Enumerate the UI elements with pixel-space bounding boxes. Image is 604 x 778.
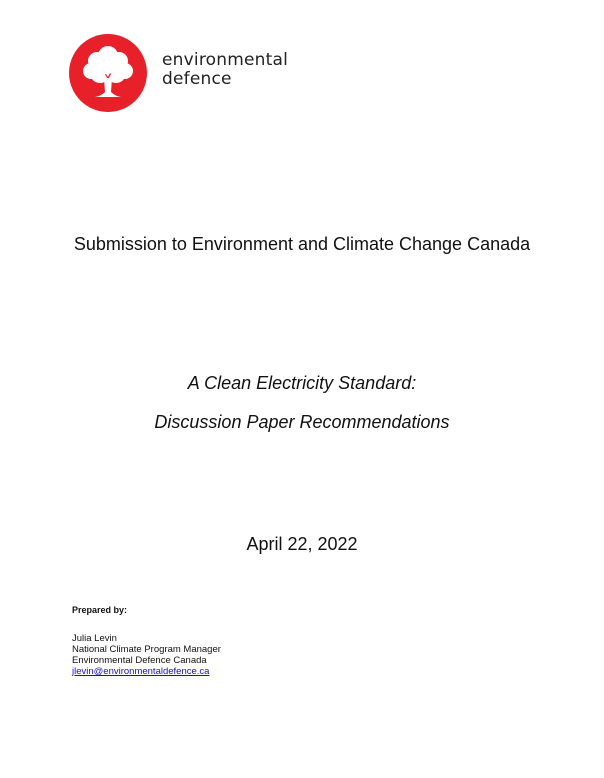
prepared-by-label: Prepared by: — [72, 605, 128, 615]
tree-icon — [69, 34, 147, 112]
document-date: April 22, 2022 — [246, 534, 358, 554]
organization-logo — [69, 34, 309, 114]
author-role: National Climate Program Manager — [72, 644, 221, 655]
logo-line-2: defence — [162, 69, 232, 89]
author-name: Julia Levin — [72, 633, 117, 644]
logo-line-1: environmental — [162, 50, 289, 70]
document-title: Submission to Environment and Climate Change Canada — [73, 234, 531, 254]
author-block — [72, 633, 221, 677]
logo-wordmark — [162, 51, 288, 89]
author-organization: Environmental Defence Canada — [72, 655, 207, 666]
author-email-link[interactable]: jlevin@environmentaldefence.ca — [72, 666, 210, 677]
document-subtitle-line-1: A Clean Electricity Standard: — [187, 373, 417, 393]
document-subtitle-line-2: Discussion Paper Recommendations — [154, 412, 450, 432]
